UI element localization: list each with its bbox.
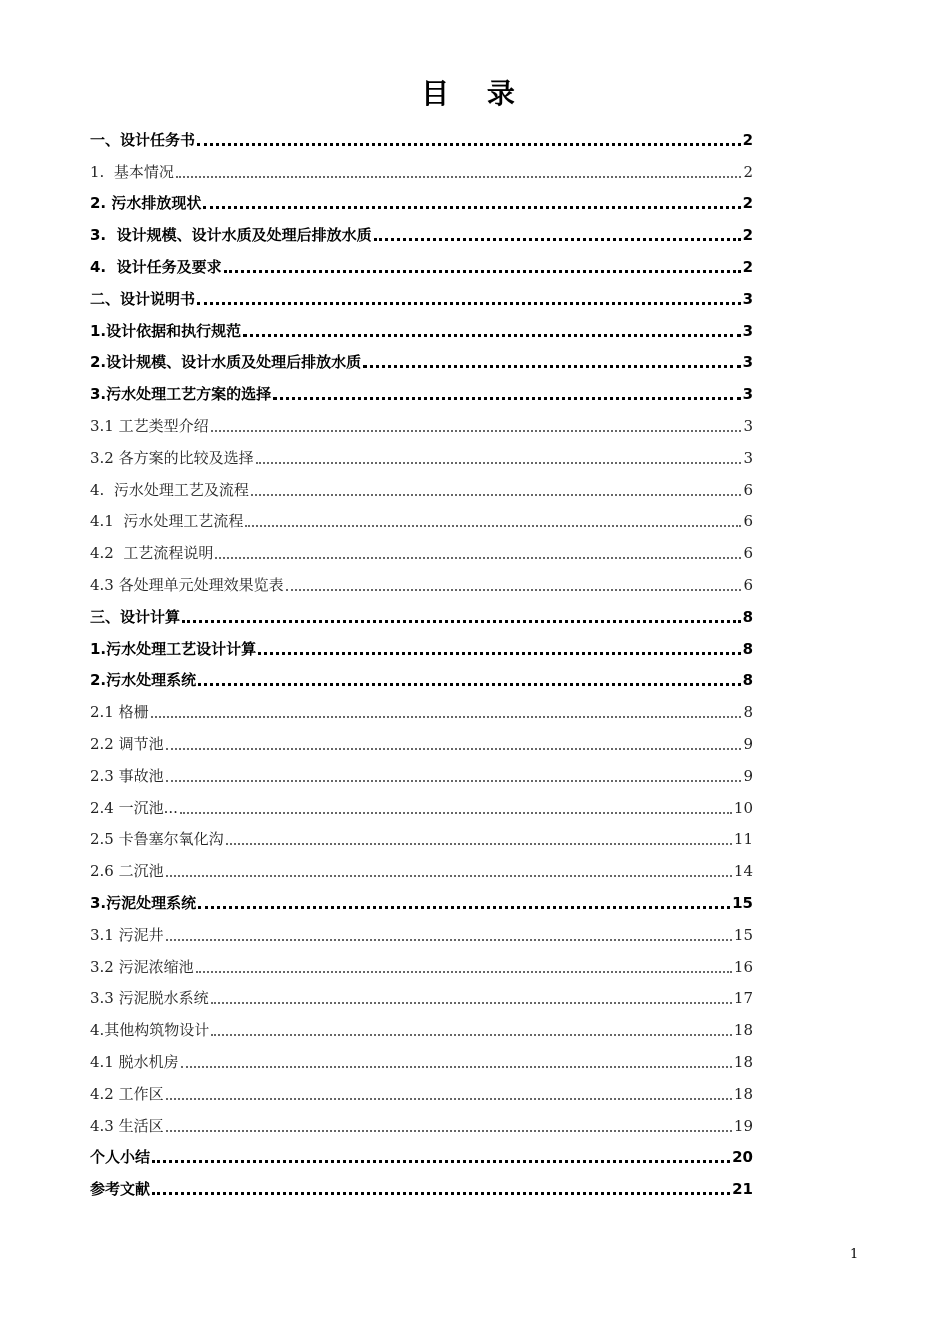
toc-entry[interactable] bbox=[90, 885, 753, 917]
toc-entry-page: 3 bbox=[742, 289, 753, 308]
toc-entry[interactable] bbox=[90, 249, 753, 281]
toc-dot-leader bbox=[211, 1034, 732, 1036]
toc-entry-title: 一、设计任务书 bbox=[90, 130, 196, 149]
toc-entry-title: 二、设计说明书 bbox=[90, 289, 196, 308]
toc-dot-leader bbox=[151, 716, 741, 718]
toc-dot-leader bbox=[226, 843, 732, 845]
toc-entry[interactable] bbox=[90, 122, 753, 154]
toc-entry[interactable] bbox=[90, 567, 753, 599]
toc-entry-page: 2 bbox=[742, 226, 753, 245]
toc-dot-leader bbox=[197, 302, 741, 305]
toc-entry-title: 3.1 工艺类型介绍 bbox=[90, 416, 209, 435]
toc-dot-leader bbox=[245, 525, 741, 527]
toc-entry-page: 3 bbox=[742, 321, 753, 340]
toc-entry[interactable] bbox=[90, 186, 753, 218]
toc-entry-page: 8 bbox=[742, 607, 753, 626]
toc-dot-leader bbox=[286, 589, 741, 591]
toc-entry[interactable] bbox=[90, 535, 753, 567]
toc-entry[interactable] bbox=[90, 217, 753, 249]
toc-dot-leader bbox=[166, 1130, 732, 1132]
toc-entry-page: 21 bbox=[732, 1180, 753, 1199]
toc-entry-title: 3.污泥处理系统 bbox=[90, 893, 197, 912]
toc-entry-page: 18 bbox=[733, 1084, 753, 1103]
toc-entry[interactable] bbox=[90, 663, 753, 695]
toc-entry-page: 8 bbox=[743, 703, 753, 722]
toc-dot-leader bbox=[211, 430, 741, 432]
toc-dot-leader bbox=[363, 365, 740, 368]
toc-entry[interactable] bbox=[90, 440, 753, 472]
toc-dot-leader bbox=[176, 176, 741, 178]
toc-entry[interactable] bbox=[90, 1012, 753, 1044]
toc-entry-title: 3.3 污泥脱水系统 bbox=[90, 989, 209, 1008]
toc-dot-leader bbox=[203, 206, 740, 209]
toc-entry-title: 4.2 工作区 bbox=[90, 1084, 164, 1103]
page-number: 1 bbox=[850, 1247, 859, 1262]
toc-entry-page: 6 bbox=[743, 480, 753, 499]
toc-entry-page: 6 bbox=[743, 575, 753, 594]
toc-entry[interactable] bbox=[90, 822, 753, 854]
toc-entry-page: 16 bbox=[733, 957, 753, 976]
toc-dot-leader bbox=[256, 462, 741, 464]
toc-entry-title: 2.4 一沉池... bbox=[90, 798, 178, 817]
toc-dot-leader bbox=[166, 939, 732, 941]
toc-entry-page: 8 bbox=[742, 671, 753, 690]
toc-dot-leader bbox=[273, 397, 740, 400]
toc-entry-title: 个人小结 bbox=[90, 1148, 151, 1167]
toc-entry-page: 9 bbox=[743, 766, 753, 785]
toc-entry[interactable] bbox=[90, 376, 753, 408]
toc-entry-title: 2.设计规模、设计水质及处理后排放水质 bbox=[90, 353, 362, 372]
toc-entry-title: 2.2 调节池 bbox=[90, 734, 164, 753]
toc-entry[interactable] bbox=[90, 790, 753, 822]
toc-entry-title: 4. 污水处理工艺及流程 bbox=[90, 480, 249, 499]
toc-entry[interactable] bbox=[90, 408, 753, 440]
toc-entry-page: 3 bbox=[743, 416, 753, 435]
toc-entry-title: 4.其他构筑物设计 bbox=[90, 1021, 210, 1040]
toc-entry-page: 19 bbox=[733, 1116, 753, 1135]
toc-entry-title: 3.1 污泥井 bbox=[90, 925, 164, 944]
toc-dot-leader bbox=[198, 906, 730, 909]
toc-entry-title: 2. 污水排放现状 bbox=[90, 194, 202, 213]
toc-dot-leader bbox=[197, 143, 741, 146]
toc-entry-page: 6 bbox=[743, 512, 753, 531]
toc-dot-leader bbox=[166, 1098, 732, 1100]
toc-entry[interactable] bbox=[90, 504, 753, 536]
toc-entry[interactable] bbox=[90, 1171, 753, 1203]
toc-entry-title: 4.3 各处理单元处理效果览表 bbox=[90, 575, 284, 594]
toc-entry-title: 4. 设计任务及要求 bbox=[90, 257, 222, 276]
toc-dot-leader bbox=[224, 270, 741, 273]
toc-entry-title: 1. 基本情况 bbox=[90, 162, 174, 181]
toc-entry-title: 2.3 事故池 bbox=[90, 766, 164, 785]
page-title: 目 录 bbox=[421, 77, 529, 110]
toc-entry[interactable] bbox=[90, 1044, 753, 1076]
toc-entry[interactable] bbox=[90, 345, 753, 377]
toc-entry-page: 20 bbox=[732, 1148, 753, 1167]
toc-entry[interactable] bbox=[90, 281, 753, 313]
toc-entry-page: 6 bbox=[743, 544, 753, 563]
toc-entry-title: 2.污水处理系统 bbox=[90, 671, 197, 690]
toc-dot-leader bbox=[152, 1160, 730, 1163]
toc-entry-page: 11 bbox=[733, 830, 753, 849]
toc-entry[interactable] bbox=[90, 631, 753, 663]
toc-dot-leader bbox=[196, 971, 732, 973]
toc-entry-title: 2.6 二沉池 bbox=[90, 862, 164, 881]
toc-entry-page: 2 bbox=[742, 257, 753, 276]
toc-entry-page: 2 bbox=[742, 130, 753, 149]
toc-entry[interactable] bbox=[90, 472, 753, 504]
toc-entry[interactable] bbox=[90, 917, 753, 949]
toc-entry[interactable] bbox=[90, 1076, 753, 1108]
toc-entry[interactable] bbox=[90, 599, 753, 631]
toc-entry-title: 4.1 污水处理工艺流程 bbox=[90, 512, 244, 531]
toc-entry-page: 10 bbox=[733, 798, 753, 817]
toc-entry-title: 4.1 脱水机房 bbox=[90, 1052, 179, 1071]
toc-dot-leader bbox=[215, 557, 741, 559]
toc-entry-title: 1.污水处理工艺设计计算 bbox=[90, 639, 257, 658]
toc-dot-leader bbox=[182, 620, 741, 623]
toc-dot-leader bbox=[180, 812, 732, 814]
toc-entry-page: 18 bbox=[733, 1021, 753, 1040]
toc-entry[interactable] bbox=[90, 949, 753, 981]
toc-entry[interactable] bbox=[90, 853, 753, 885]
toc-entry[interactable] bbox=[90, 981, 753, 1013]
toc-entry-page: 9 bbox=[743, 734, 753, 753]
toc-entry-title: 2.5 卡鲁塞尔氧化沟 bbox=[90, 830, 224, 849]
toc-entry[interactable] bbox=[90, 154, 753, 186]
table-of-contents bbox=[90, 122, 753, 1203]
toc-dot-leader bbox=[251, 494, 741, 496]
toc-dot-leader bbox=[166, 780, 741, 782]
toc-dot-leader bbox=[152, 1192, 730, 1195]
toc-dot-leader bbox=[181, 1066, 732, 1068]
toc-entry-page: 3 bbox=[743, 448, 753, 467]
toc-entry-title: 2.1 格栅 bbox=[90, 703, 149, 722]
toc-entry[interactable] bbox=[90, 694, 753, 726]
toc-dot-leader bbox=[198, 683, 740, 686]
toc-dot-leader bbox=[374, 238, 741, 241]
toc-entry-title: 参考文献 bbox=[90, 1180, 151, 1199]
toc-dot-leader bbox=[166, 748, 741, 750]
toc-entry-page: 3 bbox=[742, 385, 753, 404]
toc-dot-leader bbox=[166, 875, 732, 877]
toc-dot-leader bbox=[211, 1002, 732, 1004]
toc-entry-page: 2 bbox=[743, 162, 753, 181]
toc-entry-title: 1.设计依据和执行规范 bbox=[90, 321, 242, 340]
toc-entry-page: 18 bbox=[733, 1052, 753, 1071]
toc-entry-page: 17 bbox=[733, 989, 753, 1008]
toc-entry-page: 15 bbox=[732, 893, 753, 912]
toc-entry[interactable] bbox=[90, 313, 753, 345]
toc-entry-title: 3.2 污泥浓缩池 bbox=[90, 957, 194, 976]
toc-dot-leader bbox=[258, 652, 740, 655]
toc-entry-page: 14 bbox=[733, 862, 753, 881]
toc-entry[interactable] bbox=[90, 1108, 753, 1140]
toc-entry-page: 3 bbox=[742, 353, 753, 372]
toc-entry-title: 3.2 各方案的比较及选择 bbox=[90, 448, 254, 467]
toc-entry[interactable] bbox=[90, 1140, 753, 1172]
toc-entry-title: 3. 设计规模、设计水质及处理后排放水质 bbox=[90, 226, 372, 245]
toc-entry-title: 三、设计计算 bbox=[90, 607, 181, 626]
toc-entry-title: 3.污水处理工艺方案的选择 bbox=[90, 385, 272, 404]
toc-dot-leader bbox=[243, 334, 740, 337]
toc-entry-page: 8 bbox=[742, 639, 753, 658]
toc-entry-page: 2 bbox=[742, 194, 753, 213]
toc-entry-page: 15 bbox=[733, 925, 753, 944]
toc-entry[interactable] bbox=[90, 758, 753, 790]
toc-entry[interactable] bbox=[90, 726, 753, 758]
toc-entry-title: 4.3 生活区 bbox=[90, 1116, 164, 1135]
toc-entry-title: 4.2 工艺流程说明 bbox=[90, 544, 214, 563]
